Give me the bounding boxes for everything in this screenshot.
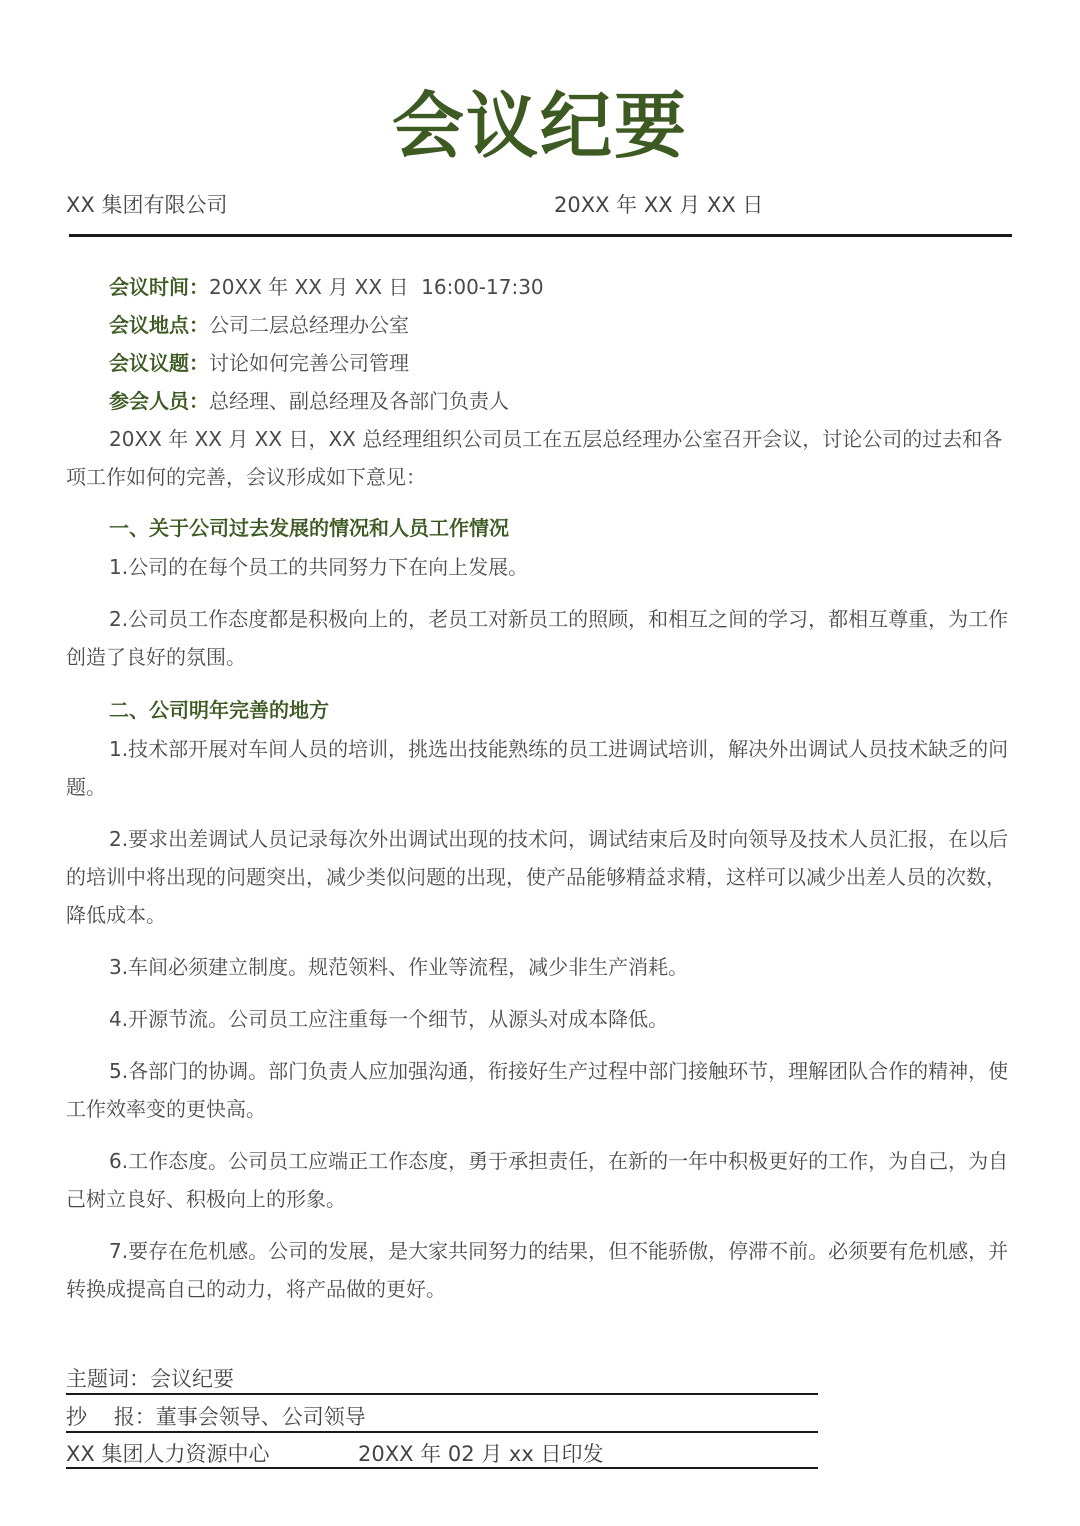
document-title: 会议纪要: [391, 84, 688, 168]
section2-item: 4.开源节流。公司员工应注重每一个细节，从源头对成本降低。: [109, 1007, 669, 1031]
meta-topic-label: 会议议题：: [109, 351, 209, 375]
meta-time: [66, 268, 1014, 306]
section2-item: 5.各部门的协调。部门负责人应加强沟通，衔接好生产过程中部门接触环节，理解团队合作的精神，使工作效率变的更快高。: [66, 1059, 1009, 1121]
meta-time-value: 20XX 年 XX 月 XX 日 16:00-17:30: [209, 275, 544, 299]
meta-time-label: 会议时间：: [109, 275, 209, 299]
document-body: [66, 268, 1014, 1322]
footer-issuer: XX 集团人力资源中心: [66, 1442, 270, 1466]
meta-topic-value: 讨论如何完善公司管理: [209, 351, 409, 375]
meta-location: [66, 306, 1014, 344]
meta-attendees-value: 总经理、副总经理及各部门负责人: [209, 389, 509, 413]
footer-divider: [66, 1393, 818, 1395]
meta-location-value: 公司二层总经理办公室: [209, 313, 409, 337]
section2-item: 2.要求出差调试人员记录每次外出调试出现的技术问，调试结束后及时向领导及技术人员汇报，在以后的培训中将出现的问题突出，减少类似问题的出现，使产品能够精益求精，这样可以减少出差人员的次数，降低成本。: [66, 827, 1009, 927]
section2-item: 1.技术部开展对车间人员的培训，挑选出技能熟练的员工进调试培训，解决外出调试人员技术缺乏的问题。: [66, 737, 1009, 799]
section2-heading: 二、公司明年完善的地方: [109, 698, 329, 722]
footer-cc: 抄 报：董事会领导、公司领导: [66, 1405, 366, 1429]
footer-divider: [66, 1467, 818, 1469]
section2-item: 7.要存在危机感。公司的发展，是大家共同努力的结果，但不能骄傲，停滞不前。必须要有危机感，并转换成提高自己的动力，将产品做的更好。: [66, 1239, 1009, 1301]
header-company: XX 集团有限公司: [66, 193, 228, 217]
meta-location-label: 会议地点：: [109, 313, 209, 337]
header-date: 20XX 年 XX 月 XX 日: [554, 193, 764, 217]
footer-divider: [66, 1431, 818, 1433]
section2-item: 3.车间必须建立制度。规范领料、作业等流程，减少非生产消耗。: [109, 955, 689, 979]
meta-attendees-label: 参会人员：: [109, 389, 209, 413]
header-divider: [69, 234, 1012, 237]
section2-item: 6.工作态度。公司员工应端正工作态度，勇于承担责任，在新的一年中积极更好的工作，为自己，为自己树立良好、积极向上的形象。: [66, 1149, 1009, 1211]
footer-keywords: 主题词：会议纪要: [66, 1367, 234, 1391]
meta-topic: [66, 344, 1014, 382]
footer-issue-date: 20XX 年 02 月 xx 日印发: [358, 1442, 604, 1466]
meta-attendees: [66, 382, 1014, 420]
section1-heading: 一、关于公司过去发展的情况和人员工作情况: [109, 516, 509, 540]
section1-item: 1.公司的在每个员工的共同努力下在向上发展。: [109, 555, 529, 579]
section1-item: 2.公司员工作态度都是积极向上的，老员工对新员工的照顾，和相互之间的学习，都相互尊重，为工作创造了良好的氛围。: [66, 607, 1009, 669]
intro-paragraph: 20XX 年 XX 月 XX 日，XX 总经理组织公司员工在五层总经理办公室召开会议，讨论公司的过去和各项工作如何的完善，会议形成如下意见：: [66, 427, 1003, 489]
